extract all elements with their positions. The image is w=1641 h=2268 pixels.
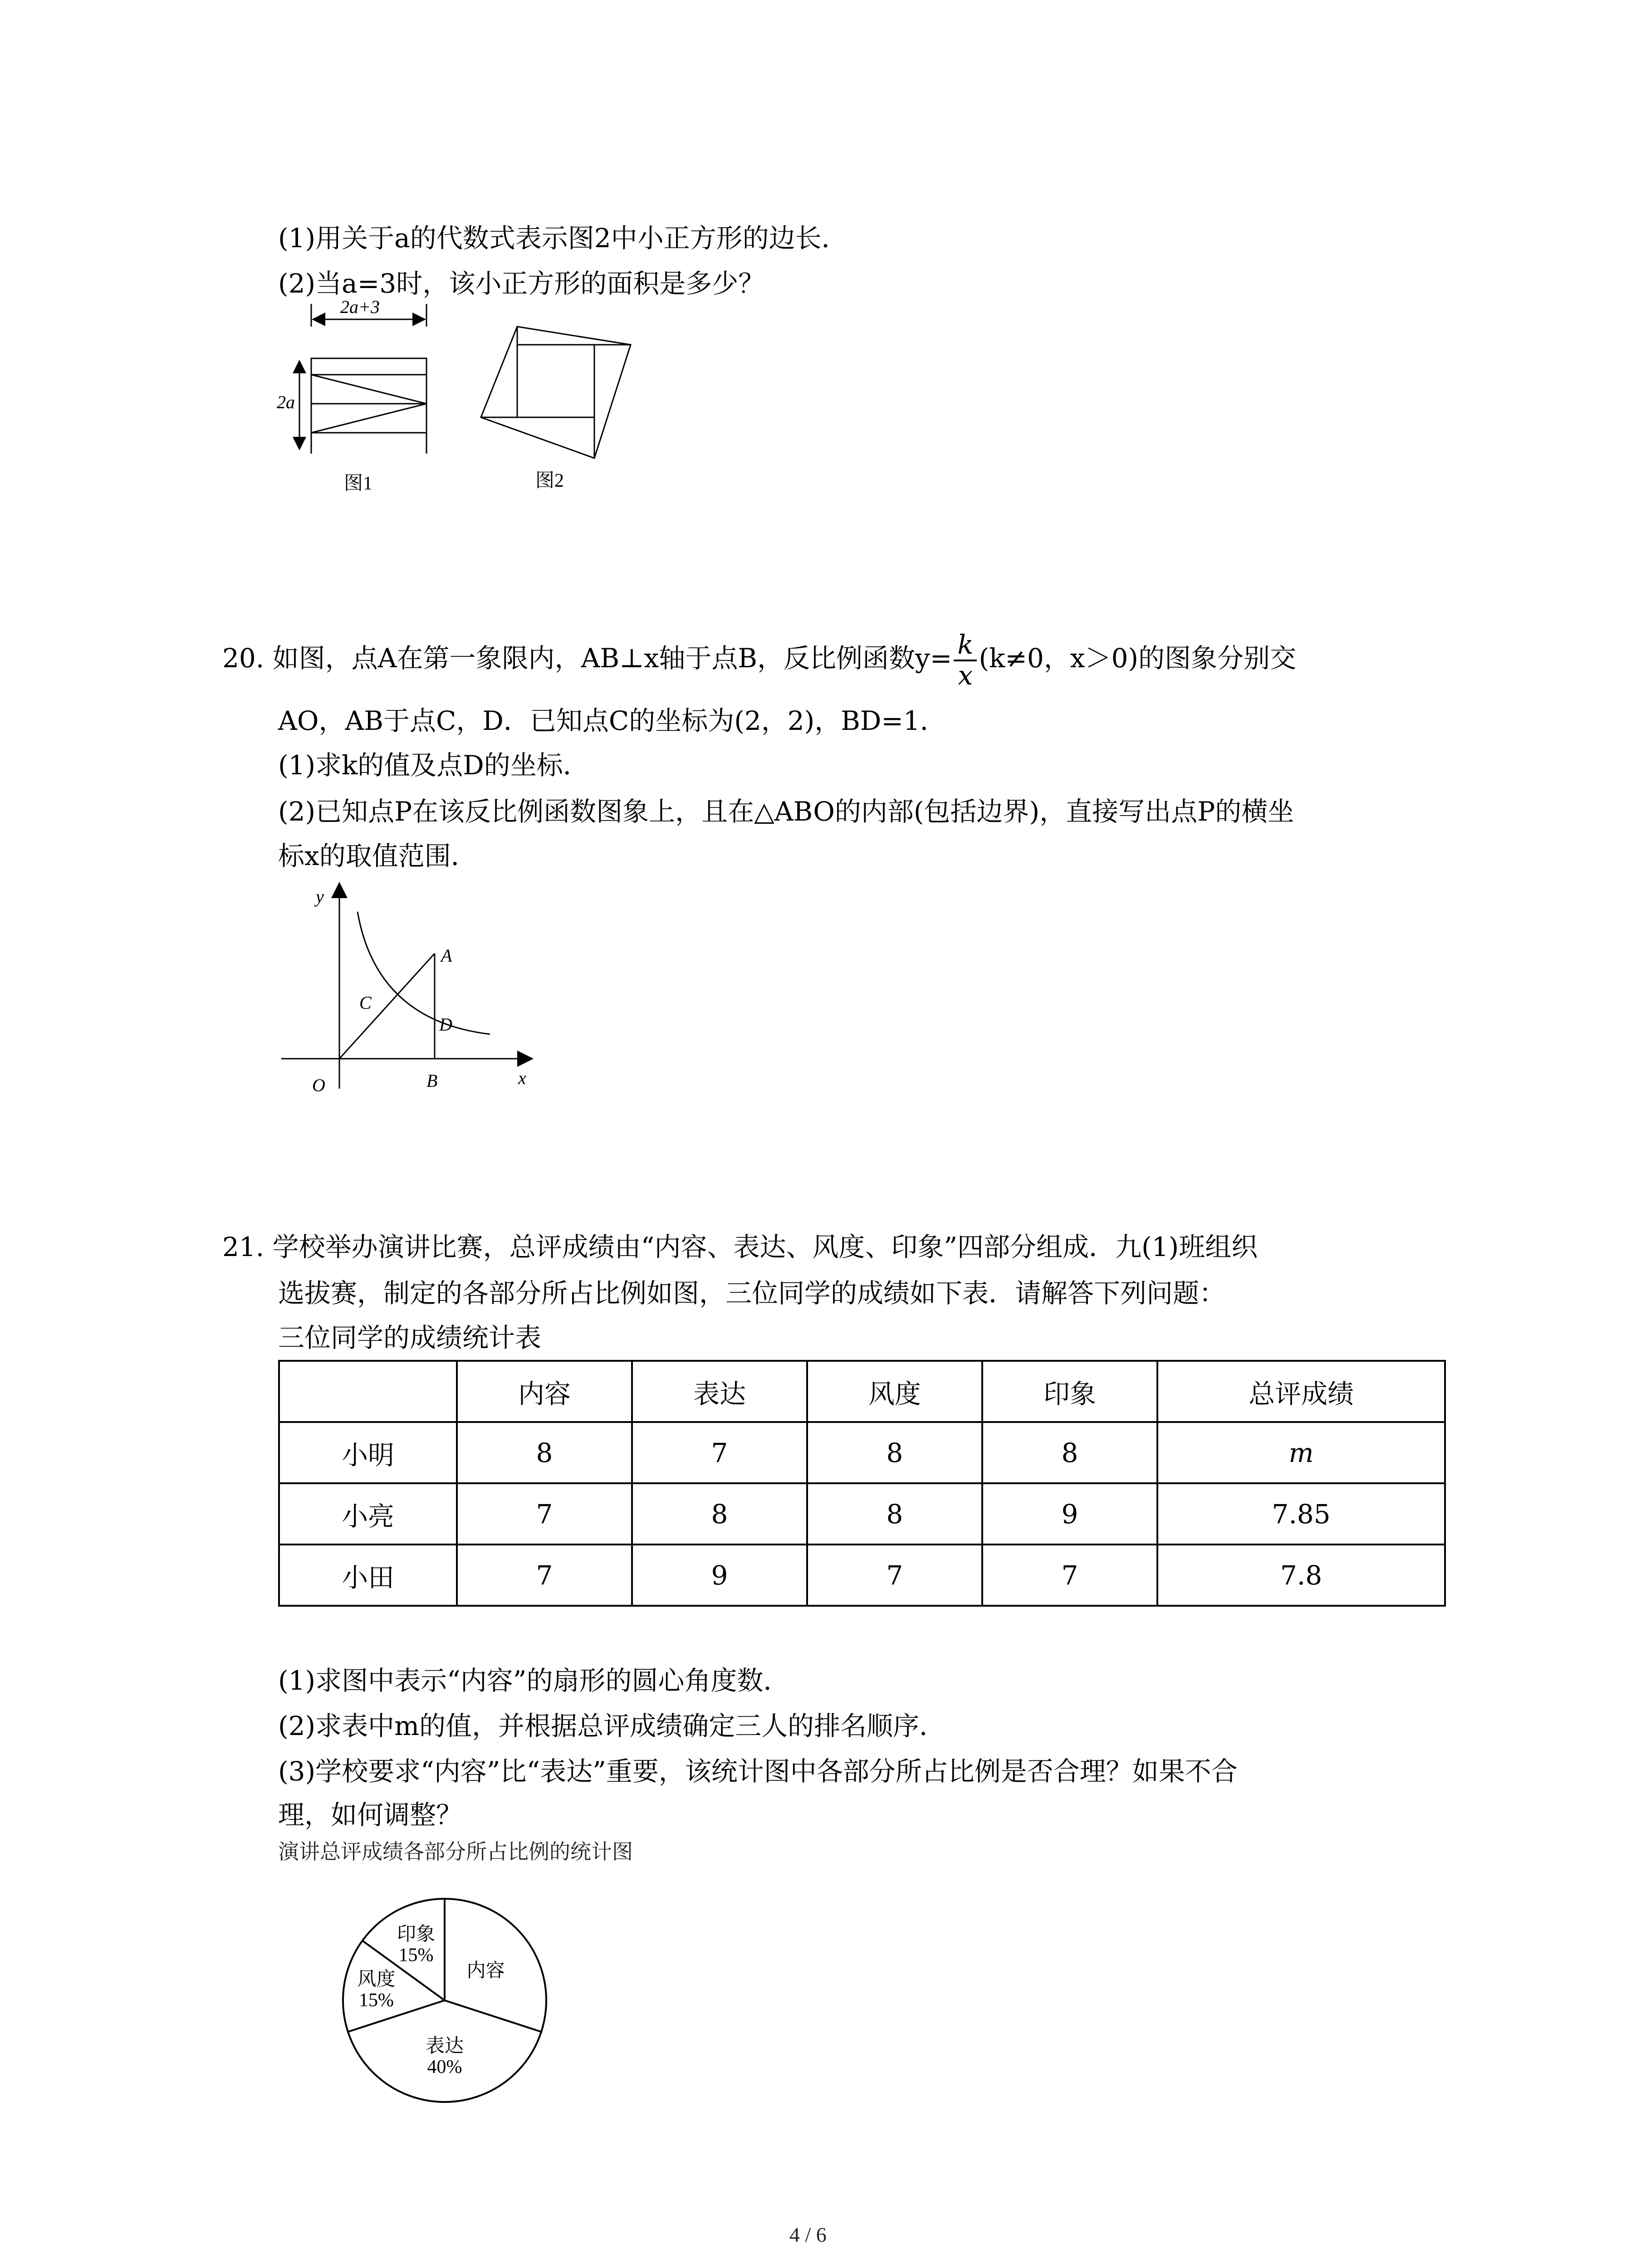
table-header-row: [279, 1361, 1445, 1422]
q20-part2-line1: (2)已知点P在该反比例函数图象上，且在△ABO的内部(包括边界)，直接写出点P的横坐: [278, 796, 1294, 827]
pie-chart-title: 演讲总评成绩各部分所占比例的统计图: [278, 1839, 633, 1864]
q20-line1: [222, 631, 1296, 690]
table-header-cell: 总评成绩: [1157, 1361, 1445, 1422]
table-header-cell: 内容: [457, 1361, 632, 1422]
pie-slice-label: 表达: [425, 2036, 464, 2057]
frac-denominator: x: [958, 660, 973, 691]
q19-figure-1: [272, 299, 454, 455]
pie-slice-percent: 15%: [359, 1990, 394, 2011]
table-cell: 8: [982, 1422, 1157, 1483]
q21-part3-line1: (3)学校要求“内容”比“表达”重要，该统计图中各部分所占比例是否合理？如果不合: [278, 1756, 1238, 1787]
table-cell: 9: [632, 1545, 807, 1606]
q21-part1: (1)求图中表示“内容”的扇形的圆心角度数．: [278, 1665, 790, 1696]
pie-slice-label: 风度: [357, 1969, 396, 1990]
graph-label-B: B: [426, 1070, 438, 1091]
table-cell: 7: [807, 1545, 982, 1606]
fig1-label: 图1: [344, 473, 373, 494]
table-cell: 小田: [279, 1545, 457, 1606]
pie-slice-label: 内容: [466, 1960, 505, 1982]
scores-table: [278, 1360, 1446, 1607]
table-cell: 9: [982, 1483, 1157, 1545]
table-cell: 8: [632, 1483, 807, 1545]
fig1-width-label: 2a+3: [340, 299, 380, 317]
q20-part1: (1)求k的值及点D的坐标．: [278, 750, 589, 781]
table-row: [279, 1545, 1445, 1606]
q21-line2: 选拔赛，制定的各部分所占比例如图，三位同学的成绩如下表．请解答下列问题：: [278, 1278, 1226, 1309]
table-cell: 8: [807, 1483, 982, 1545]
table-cell: 7: [457, 1545, 632, 1606]
q20-fraction: [954, 631, 977, 690]
pie-slice-label: 印象: [397, 1924, 435, 1945]
q20-line1-b: (k≠0，x＞0)的图象分别交: [979, 642, 1296, 674]
q20-line1-a: 20. 如图，点A在第一象限内，AB⊥x轴于点B，反比例函数y=: [222, 642, 952, 674]
q19-figure-2: [476, 318, 640, 469]
pie-chart: [336, 1892, 554, 2111]
table-cell: 7: [982, 1545, 1157, 1606]
table-cell: 7: [632, 1422, 807, 1483]
q21-table-title: 三位同学的成绩统计表: [278, 1322, 542, 1353]
q21-line1: 21. 学校举办演讲比赛，总评成绩由“内容、表达、风度、印象”四部分组成．九(1)班组织: [222, 1232, 1258, 1262]
pie-slice-boundary: [445, 2000, 541, 2032]
q19-part2: (2)当a=3时，该小正方形的面积是多少？: [278, 268, 765, 299]
graph-label-y: y: [316, 886, 324, 907]
q20-line2: AO，AB于点C，D．已知点C的坐标为(2，2)，BD=1．: [278, 705, 946, 736]
table-header-cell: [279, 1361, 457, 1422]
table-cell: 小明: [279, 1422, 457, 1483]
table-header-cell: 风度: [807, 1361, 982, 1422]
graph-label-D: D: [439, 1014, 452, 1035]
fig1-height-label: 2a: [277, 392, 295, 412]
pie-slice-percent: 15%: [398, 1945, 434, 1966]
table-row: [279, 1483, 1445, 1545]
page-number: 4 / 6: [789, 2223, 827, 2246]
table-header-cell: 印象: [982, 1361, 1157, 1422]
table-cell: 7.85: [1157, 1483, 1445, 1545]
graph-label-A: A: [441, 945, 452, 966]
pie-slice-percent: 40%: [427, 2057, 462, 2078]
frac-numerator: k: [954, 631, 977, 661]
q21-part2: (2)求表中m的值，并根据总评成绩确定三人的排名顺序．: [278, 1711, 946, 1741]
q19-part1: (1)用关于a的代数式表示图2中小正方形的边长．: [278, 223, 848, 254]
graph-label-O: O: [312, 1075, 325, 1095]
q20-graph: [272, 875, 544, 1122]
q21-part3-line2: 理，如何调整？: [278, 1799, 463, 1830]
table-cell: 8: [457, 1422, 632, 1483]
table-row: [279, 1422, 1445, 1483]
table-cell: 8: [807, 1422, 982, 1483]
fig2-label: 图2: [535, 470, 564, 491]
table-cell: 7.8: [1157, 1545, 1445, 1606]
table-cell: m: [1157, 1422, 1445, 1483]
table-header-cell: 表达: [632, 1361, 807, 1422]
graph-label-C: C: [359, 992, 372, 1013]
table-cell: 7: [457, 1483, 632, 1545]
table-cell: 小亮: [279, 1483, 457, 1545]
graph-label-x: x: [518, 1068, 526, 1088]
q20-part2-line2: 标x的取值范围．: [278, 841, 477, 871]
